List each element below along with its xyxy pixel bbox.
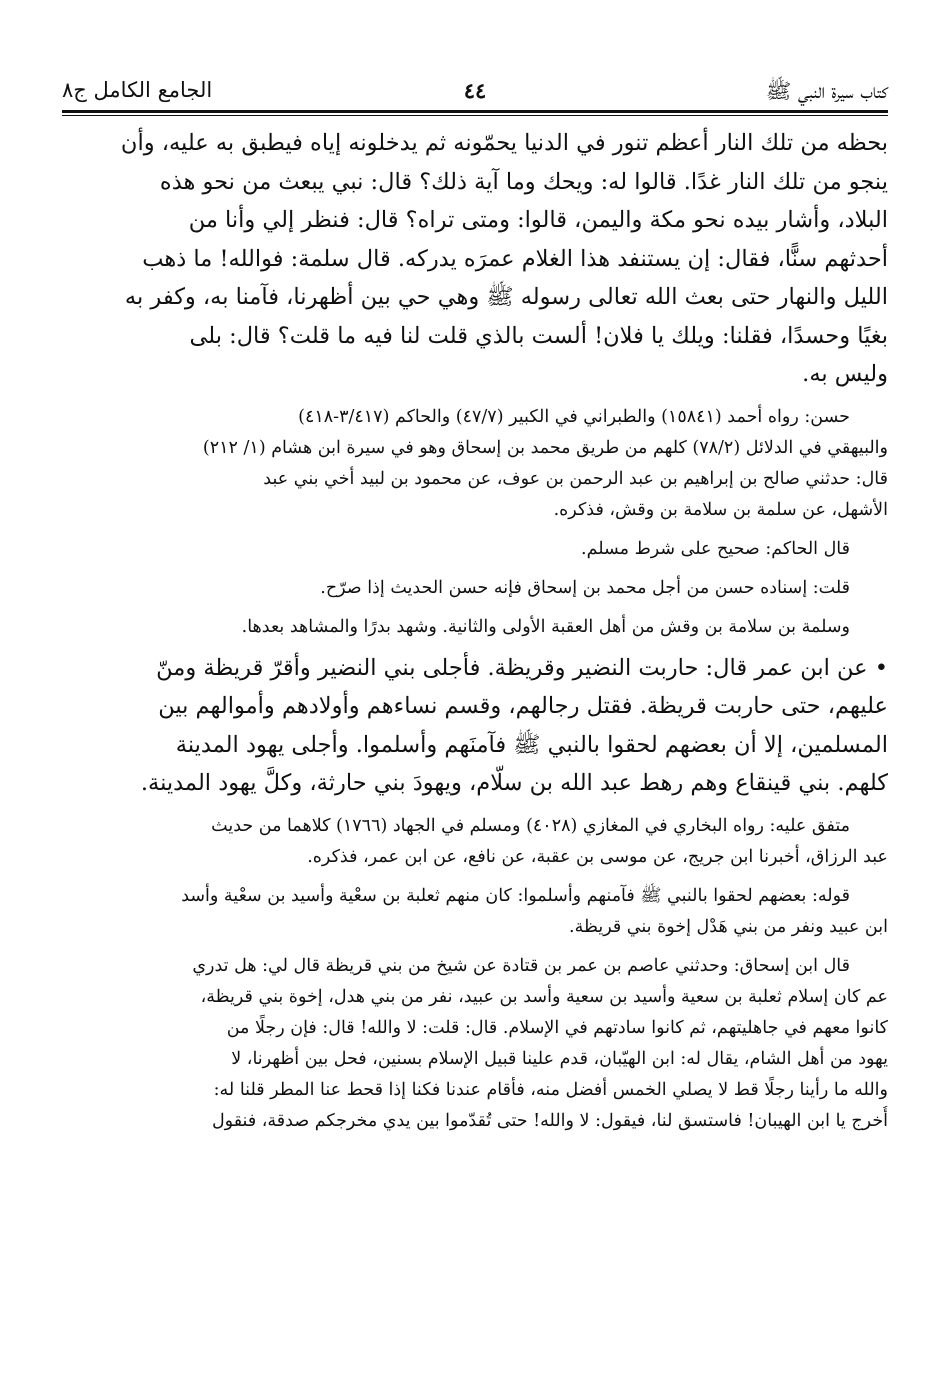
note-line: والله ما رأينا رجلًا قط لا يصلي الخمس أفضل منه، فأقام عندنا فكنا إذا قحط عنا المطر قلنا له:	[213, 1079, 888, 1100]
note-line: عم كان إسلام ثعلبة بن سعية وأسيد بن سعية وأسد بن عبيد، نفر من بني هدل، إخوة بني قريظة،	[200, 986, 888, 1007]
page-number: ٤٤	[463, 78, 487, 103]
note-line: قلت: إسناده حسن من أجل محمد بن إسحاق فإنه حسن الحديث إذا صرّح.	[320, 577, 850, 598]
note-line: حسن: رواه أحمد (١٥٨٤١) والطبراني في الكبير (٤٧/٧) والحاكم (٣/٤١٧-٤١٨)	[298, 406, 850, 427]
volume-title: الجامع الكامل ج٨	[62, 78, 213, 102]
book-title: كتاب سيرة النبي ﷺ	[765, 79, 888, 103]
hadith-paragraph-1	[62, 124, 888, 394]
text-line: ينجو من تلك النار غدًا. قالوا له: ويحك وما آية ذلك؟ قال: نبي يبعث من نحو هذه	[159, 168, 888, 195]
takhrij-note-1	[62, 402, 888, 526]
text-line: البلاد، وأشار بيده نحو مكة واليمن، قالوا: ومتى تراه؟ قال: فنظر إلي وأنا من	[188, 207, 888, 233]
page	[62, 72, 888, 1137]
note-line: قوله: بعضهم لحقوا بالنبي ﷺ فآمنهم وأسلموا: كان منهم ثعلبة بن سعْية وأسيد بن سعْية وأسد	[181, 885, 850, 906]
hakim-grading	[62, 534, 888, 565]
text-line: وليس به.	[802, 361, 888, 387]
note-line: ابن عبيد ونفر من بني هَدْل إخوة بني قريظة.	[569, 916, 888, 937]
header-rule	[62, 110, 888, 116]
running-header	[62, 72, 888, 110]
ibn-ishaq-note	[62, 951, 888, 1137]
note-line: قال ابن إسحاق: وحدثني عاصم بن عمر بن قتادة عن شيخ من بني قريظة قال لي: هل تدري	[192, 955, 850, 976]
text-line: الليل والنهار حتى بعث الله تعالى رسوله ﷺ وهي حي بين أظهرنا، فآمنا به، وكفر به	[124, 284, 888, 310]
note-line: كانوا معهم في جاهليتهم، ثم كانوا سادتهم في الإسلام. قال: قلت: لا والله! قال: فإن رجلًا من	[226, 1017, 888, 1038]
narrator-note	[62, 612, 888, 643]
author-comment	[62, 573, 888, 604]
note-line: عبد الرزاق، أخبرنا ابن جريج، عن موسى بن عقبة، عن نافع، عن ابن عمر، فذكره.	[307, 846, 888, 867]
text-line: أحدثهم سنًّا، فقال: إن يستنفد هذا الغلام عمرَه يدركه. قال سلمة: فوالله! ما ذهب	[142, 245, 888, 272]
text-line: • عن ابن عمر قال: حاربت النضير وقريظة. فأجلى بني النضير وأقرّ قريظة ومنّ	[156, 654, 888, 681]
note-line: قال الحاكم: صحيح على شرط مسلم.	[581, 538, 850, 559]
takhrij-note-2	[62, 811, 888, 873]
note-line: وسلمة بن سلامة بن وقش من أهل العقبة الأولى والثانية. وشهد بدرًا والمشاهد بعدها.	[241, 616, 850, 637]
note-line: أُخرج يا ابن الهيبان! فاستسق لنا، فيقول: لا والله! حتى تُقدّموا بين يدي مخرجكم صدقة، فنقول	[211, 1110, 888, 1131]
note-line: والبيهقي في الدلائل (٧٨/٢) كلهم من طريق محمد بن إسحاق وهو في سيرة ابن هشام (١/ ٢١٢)	[202, 437, 888, 458]
note-line: قال: حدثني صالح بن إبراهيم بن عبد الرحمن بن عوف، عن محمود بن لبيد أخي بني عبد	[263, 468, 888, 489]
text-line: بغيًا وحسدًا، فقلنا: ويلك يا فلان! ألست بالذي قلت لنا فيه ما قلت؟ قال: بلى	[189, 322, 888, 349]
text-line: بحظه من تلك النار أعظم تنور في الدنيا يحمّونه ثم يدخلونه إياه فيطبق به عليه، وأن	[120, 130, 888, 156]
note-line: الأشهل، عن سلمة بن سلامة بن وقش، فذكره.	[553, 499, 888, 520]
text-line: المسلمين، إلا أن بعضهم لحقوا بالنبي ﷺ فآمنَهم وأسلموا. وأجلى يهود المدينة	[175, 731, 888, 758]
hadith-paragraph-2	[62, 649, 888, 803]
text-line: كلهم. بني قينقاع وهم رهط عبد الله بن سلّام، ويهودَ بني حارثة، وكلَّ يهود المدينة.	[140, 770, 888, 796]
note-line: يهود من أهل الشام، يقال له: ابن الهيّبان، قدم علينا قبيل الإسلام بسنين، فحل بين أظهرنا، لا	[231, 1048, 888, 1069]
note-line: متفق عليه: رواه البخاري في المغازي (٤٠٢٨) ومسلم في الجهاد (١٧٦٦) كلاهما من حديث	[211, 815, 850, 836]
text-line: عليهم، حتى حاربت قريظة. فقتل رجالهم، وقسم نساءهم وأولادهم وأموالهم بين	[158, 693, 888, 719]
explanation-note	[62, 881, 888, 943]
